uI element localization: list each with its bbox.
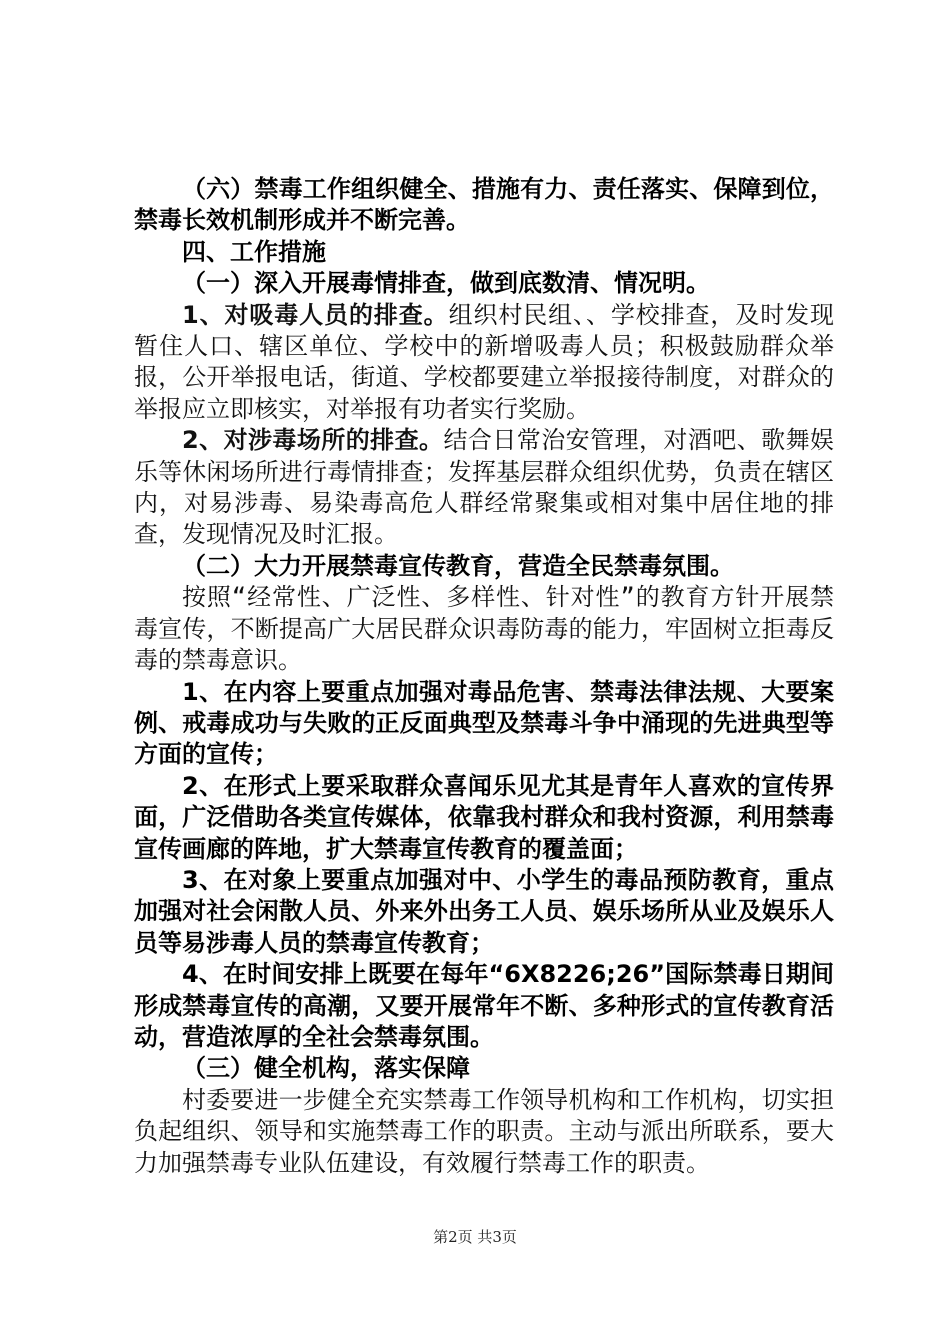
paragraph-form-focus bbox=[134, 771, 834, 865]
paragraph-text: 组织村民组、、学校排查，及时发现暂住人口、辖区单位、学校中的新增吸毒人员；积极鼓励群众举报，公开举报电话，街道、学校都要建立举报接待制度，对群众的举报应立即核实，对举报有功者实行奖励。 bbox=[134, 300, 835, 423]
paragraph-text: 结合日常治安管理，对酒吧、歌舞娱乐等休闲场所进行毒情排查；发挥基层群众组织优势，负责在辖区内，对易涉毒、易染毒高危人群经常聚集或相对集中居住地的排查，发现情况及时汇报。 bbox=[134, 426, 835, 549]
paragraph-education-policy bbox=[134, 582, 834, 676]
paragraph-1 bbox=[134, 174, 834, 237]
subheading-investigation bbox=[134, 268, 834, 299]
subheading-text: （二）大力开展禁毒宣传教育，营造全民禁毒氛围。 bbox=[182, 551, 734, 580]
paragraph-text: 村委要进一步健全充实禁毒工作领导机构和工作机构，切实担负起组织、领导和实施禁毒工作的职责。主动与派出所联系，要大力加强禁毒专业队伍建设，有效履行禁毒工作的职责。 bbox=[134, 1085, 834, 1177]
paragraph-organization bbox=[134, 1085, 834, 1179]
paragraph-text: 4、在时间安排上既要在每年“6X8226;26”国际禁毒日期间形成禁毒宣传的高潮，又要开展常年不断、多种形式的宣传教育活动，营造浓厚的全社会禁毒氛围。 bbox=[134, 960, 834, 1051]
paragraph-venue-check bbox=[134, 425, 834, 551]
paragraph-target-focus bbox=[134, 865, 834, 959]
paragraph-lead: 2、对涉毒场所的排查。 bbox=[182, 426, 444, 455]
page-number-footer: 第2页 共3页 bbox=[433, 1228, 517, 1246]
paragraph-time-focus bbox=[134, 959, 834, 1053]
paragraph-text: 3、在对象上要重点加强对中、小学生的毒品预防教育，重点加强对社会闲散人员、外来外出务工人员、娱乐场所从业及娱乐人员等易涉毒人员的禁毒宣传教育； bbox=[134, 865, 834, 957]
subheading-education bbox=[134, 551, 834, 582]
paragraph-drug-user-check bbox=[134, 300, 834, 426]
section-heading-measures bbox=[134, 237, 834, 268]
subheading-text: （三）健全机构，落实保障 bbox=[182, 1054, 470, 1083]
document-body bbox=[134, 174, 834, 1179]
subheading-text: （一）深入开展毒情排查，做到底数清、情况明。 bbox=[182, 269, 710, 298]
paragraph-content-focus bbox=[134, 677, 834, 771]
paragraph-1-text: （六）禁毒工作组织健全、措施有力、责任落实、保障到位，禁毒长效机制形成并不断完善。 bbox=[134, 175, 834, 235]
paragraph-text: 2、在形式上要采取群众喜闻乐见尤其是青年人喜欢的宣传界面，广泛借助各类宣传媒体，依靠我村群众和我村资源，利用禁毒宣传画廊的阵地，扩大禁毒宣传教育的覆盖面； bbox=[134, 771, 834, 863]
paragraph-lead: 1、对吸毒人员的排查。 bbox=[182, 300, 449, 329]
section-heading-text: 四、工作措施 bbox=[182, 237, 326, 266]
paragraph-text: 1、在内容上要重点加强对毒品危害、禁毒法律法规、大要案例、戒毒成功与失败的正反面典型及禁毒斗争中涌现的先进典型等方面的宣传； bbox=[134, 677, 834, 769]
subheading-organization bbox=[134, 1053, 834, 1084]
paragraph-text: 按照“经常性、广泛性、多样性、针对性”的教育方针开展禁毒宣传，不断提高广大居民群众识毒防毒的能力，牢固树立拒毒反毒的禁毒意识。 bbox=[134, 583, 834, 675]
